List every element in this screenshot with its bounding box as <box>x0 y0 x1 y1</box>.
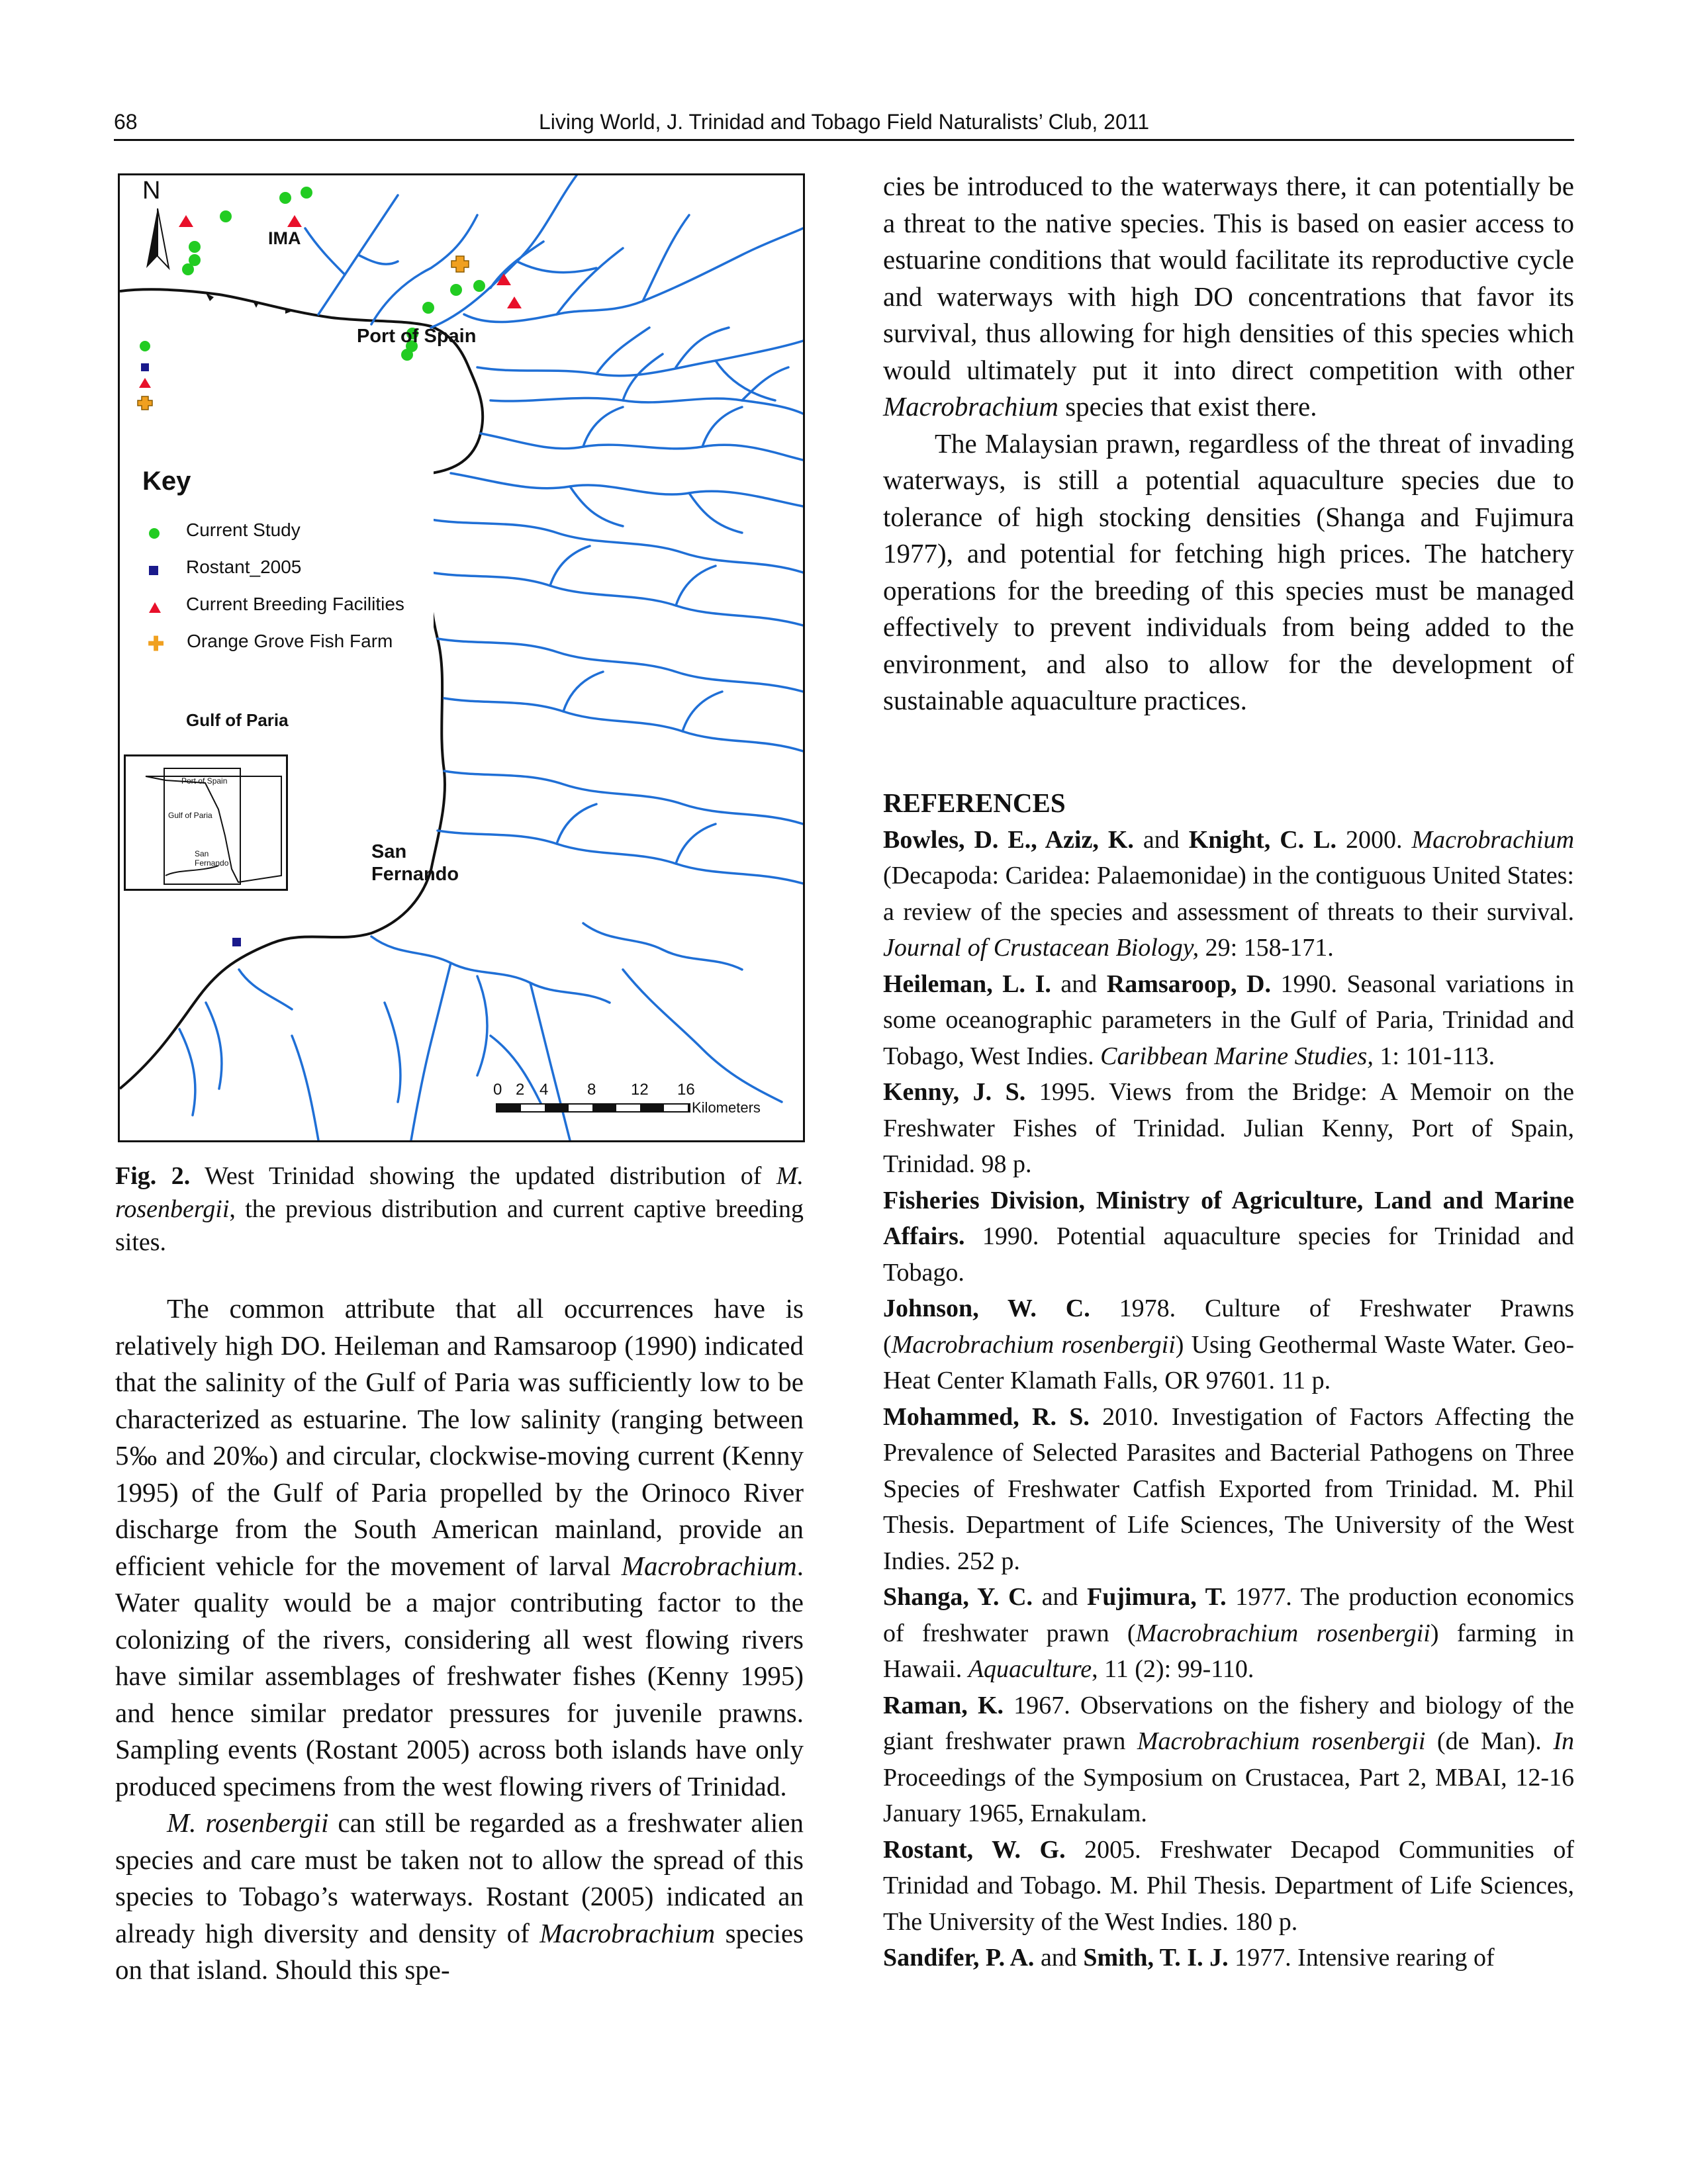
key-item <box>149 557 301 578</box>
reference-text: ) farming in Hawaii. <box>883 1619 1574 1683</box>
reference-entry <box>883 966 1574 1075</box>
scale-tick: 2 <box>516 1081 525 1099</box>
reference-text: and <box>1051 970 1107 998</box>
genus-name: Macrobrachium <box>539 1917 716 1948</box>
reference-author: Smith, T. I. J. <box>1083 1944 1229 1972</box>
scale-tick: 12 <box>631 1081 649 1099</box>
reference-text: 1977. The production economics of freshwater prawn ( <box>883 1583 1574 1647</box>
genus-name: Macrobrachium <box>621 1550 797 1581</box>
reference-italic: In <box>1553 1727 1574 1755</box>
current-study-point <box>473 280 485 292</box>
reference-author: Fisheries Division, Ministry of Agriculture, Land and Marine Affairs. <box>883 1186 1574 1250</box>
breeding-facility-point <box>496 273 511 285</box>
reference-entry <box>883 1183 1574 1291</box>
paragraph-text: species on that island. Should this spe- <box>115 1917 804 1985</box>
running-header <box>114 110 1574 141</box>
scale-tick: 0 <box>493 1081 502 1099</box>
scale-tick: 8 <box>587 1081 596 1099</box>
current-study-point <box>450 284 462 296</box>
label-ima: IMA <box>268 228 301 248</box>
reference-text: 1990. Potential aquaculture species for Trinidad and Tobago. <box>883 1222 1574 1287</box>
paragraph: The Malaysian prawn, regardless of the threat of invading waterways, is still a potential aquaculture species due to tolerance of high stocking densities (Shanga and Fujimura 1977), and potential for fetching high prices. The hatchery operations for the breeding of this species must be managed effectively to prevent individuals from being added to the environment, and also to allow for the development of sustainable aquaculture practices. <box>883 428 1574 715</box>
reference-author: Fujimura, T. <box>1087 1583 1227 1611</box>
key-item-label: Current Breeding Facilities <box>186 594 404 614</box>
reference-italic: Macrobrachium <box>1411 825 1575 854</box>
reference-entry <box>883 1074 1574 1183</box>
label-san: San <box>371 841 407 862</box>
current-study-point <box>422 302 434 314</box>
reference-author: Raman, K. <box>883 1691 1004 1719</box>
key-title: Key <box>142 467 191 496</box>
scale-tick: 4 <box>539 1081 549 1099</box>
reference-author: Kenny, J. S. <box>883 1078 1026 1106</box>
genus-name: Macrobrachium <box>883 391 1058 422</box>
key-breeding-icon <box>149 602 161 613</box>
left-column <box>115 1291 804 1989</box>
species-name: M. rosenbergii <box>167 1807 329 1838</box>
caption-label: Fig. 2. <box>115 1162 191 1190</box>
key-item-label: Current Study <box>186 520 301 540</box>
reference-author: Ramsaroop, D. <box>1106 970 1271 998</box>
caption-text: West Trinidad showing the updated distribution of <box>190 1162 776 1190</box>
key-item-label: Orange Grove Fish Farm <box>187 631 393 651</box>
reference-author: Johnson, W. C. <box>883 1295 1090 1322</box>
caption-species: M. rosenbergii <box>115 1162 804 1223</box>
scale-tick: 16 <box>677 1081 695 1099</box>
breeding-facility-point <box>287 215 302 227</box>
reference-author: Bowles, D. E., Aziz, K. <box>883 825 1134 854</box>
reference-author: Knight, C. L. <box>1188 825 1336 854</box>
reference-author: Heileman, L. I. <box>883 970 1051 998</box>
inset-label: Port of Spain <box>181 776 228 786</box>
reference-text: 1995. Views from the Bridge: A Memoir on the Freshwater Fishes of Trinidad. Julian Kenny, Port of Spain, Trinidad. 98 p. <box>883 1078 1574 1178</box>
reference-italic: Journal of Crustacean Biology, <box>883 934 1199 962</box>
north-arrow-icon <box>134 195 181 281</box>
key-item <box>149 520 301 541</box>
reference-text: 2005. Freshwater Decapod Communities of Trinidad and Tobago. M. Phil Thesis. Department of Life Sciences, The University of the West Indies. 180 p. <box>883 1835 1574 1936</box>
reference-entry <box>883 1688 1574 1832</box>
label-port-of-spain: Port of Spain <box>357 326 477 347</box>
reference-list <box>883 822 1574 1976</box>
reference-text: 1977. Intensive rearing of <box>1228 1944 1495 1972</box>
key-item <box>148 631 393 656</box>
key-current-study-icon <box>149 528 160 539</box>
reference-text: 1990. Seasonal variations in some oceanographic parameters in the Gulf of Paria, Trinidad and Tobago, West Indies. <box>883 970 1575 1070</box>
caption-text: , the previous distribution and current captive breeding sites. <box>115 1195 804 1256</box>
map-key <box>129 467 434 665</box>
reference-text: , 11 (2): 99-110. <box>1092 1655 1254 1683</box>
scale-unit: Kilometers <box>692 1099 761 1116</box>
key-rostant-icon <box>149 566 158 575</box>
reference-author: Rostant, W. G. <box>883 1835 1066 1864</box>
reference-author: Shanga, Y. C. <box>883 1583 1033 1611</box>
references-heading: REFERENCES <box>883 788 1066 818</box>
reference-italic: Macrobrachium rosenbergii <box>1137 1727 1426 1755</box>
paragraph-text: cies be introduced to the waterways there, it can potentially be a threat to the native species. This is based on easier access to estuarine conditions that would facilitate its reproductive cycle and waterways with high DO concentrations that favor its survival, thus allowing for high densities of this species which would ultimately put it into direct competition with other <box>883 171 1574 385</box>
breeding-facility-point <box>507 296 522 308</box>
reference-author: Sandifer, P. A. <box>883 1944 1035 1972</box>
current-study-point <box>401 349 413 361</box>
references-section <box>883 785 1574 1976</box>
reference-text: 2010. Investigation of Factors Affecting the Prevalence of Selected Parasites and Bacterial Pathogens on Three Species of Freshwater Catfish Exported from Trinidad. M. Phil Thesis. Department of Life Sciences, The University of the West Indies. 252 p. <box>883 1402 1574 1575</box>
paragraph-text: species that exist there. <box>1058 391 1317 422</box>
reference-italic: Macrobrachium rosenbergii <box>891 1330 1176 1359</box>
reference-text: (Decapoda: Caridea: Palaemonidae) in the contiguous United States: a review of the species and assessment of threats to their survival. <box>883 862 1574 926</box>
reference-entry <box>883 1291 1574 1399</box>
reference-text: 2000. <box>1336 825 1412 854</box>
paragraph <box>115 1291 804 1805</box>
reference-entry <box>883 822 1574 966</box>
paragraph-text: can still be regarded as a freshwater alien species and care must be taken not to allow the spread of this species to Tobago’s waterways. Rostant (2005) indicated an already high diversity and density of <box>115 1807 804 1948</box>
paragraph-text: . Water quality would be a major contributing factor to the colonizing of the rivers, considering all west flowing rivers have similar assemblages of freshwater fishes (Kenny 1995) and hence similar predator pressures for juvenile prawns. Sampling events (Rostant 2005) across both islands have only produced specimens from the west flowing rivers of Trinidad. <box>115 1550 804 1801</box>
reference-italic: Macrobrachium rosenbergii <box>1135 1619 1430 1647</box>
page-number: 68 <box>114 110 138 134</box>
key-item <box>149 594 404 615</box>
paragraph <box>115 1805 804 1989</box>
key-fish-farm-icon: ✚ <box>148 633 165 656</box>
reference-text: (de Man). <box>1425 1727 1554 1755</box>
paragraph-text: The common attribute that all occurrences have is relatively high DO. Heileman and Ramsaroop (1990) indicated that the salinity of the Gulf of Paria was sufficiently low to be characterized as estuarine. The low salinity (ranging between 5‰ and 20‰) and circular, clockwise-moving current (Kenny 1995) of the Gulf of Paria propelled by the Orinoco River discharge from the South American mainland, provide an efficient vehicle for the movement of larval <box>115 1293 804 1581</box>
figure-map <box>118 173 805 1142</box>
reference-text: 1: 101-113. <box>1373 1042 1495 1070</box>
reference-italic: Caribbean Marine Studies, <box>1100 1042 1374 1070</box>
reference-entry <box>883 1940 1574 1976</box>
reference-author: Mohammed, R. S. <box>883 1402 1090 1431</box>
paragraph <box>883 168 1574 426</box>
fish-farm-point <box>451 256 469 272</box>
inset-label: Gulf of Paria <box>168 811 212 820</box>
reference-entry <box>883 1832 1574 1940</box>
reference-text: 1978. Culture of Freshwater Prawns ( <box>883 1295 1574 1359</box>
reference-text: and <box>1133 825 1189 854</box>
reference-entry <box>883 1579 1574 1688</box>
scale-bar <box>493 1081 804 1120</box>
reference-text: and <box>1033 1583 1088 1611</box>
key-item-label: Rostant_2005 <box>186 557 302 577</box>
reference-text: Proceedings of the Symposium on Crustacea, Part 2, MBAI, 12-16 January 1965, Ernakulam. <box>883 1763 1574 1827</box>
north-label: N <box>142 177 161 205</box>
reference-italic: Aquaculture <box>968 1655 1092 1683</box>
inset-label: San Fernando <box>195 849 229 868</box>
label-gulf-of-paria: Gulf of Paria <box>186 710 289 730</box>
reference-entry <box>883 1399 1574 1580</box>
reference-text: ) Using Geothermal Waste Water. Geo-Heat Center Klamath Falls, OR 97601. 11 p. <box>883 1330 1574 1394</box>
reference-text: 29: 158-171. <box>1199 934 1334 962</box>
journal-title: Living World, J. Trinidad and Tobago Field Naturalists’ Club, 2011 <box>539 110 1149 134</box>
inset-map <box>124 754 288 891</box>
figure-caption <box>115 1160 804 1259</box>
reference-text: and <box>1034 1944 1084 1972</box>
reference-text: 1967. Observations on the fishery and biology of the giant freshwater prawn <box>883 1691 1574 1755</box>
right-column <box>883 168 1574 719</box>
label-fernando: Fernando <box>371 864 459 885</box>
